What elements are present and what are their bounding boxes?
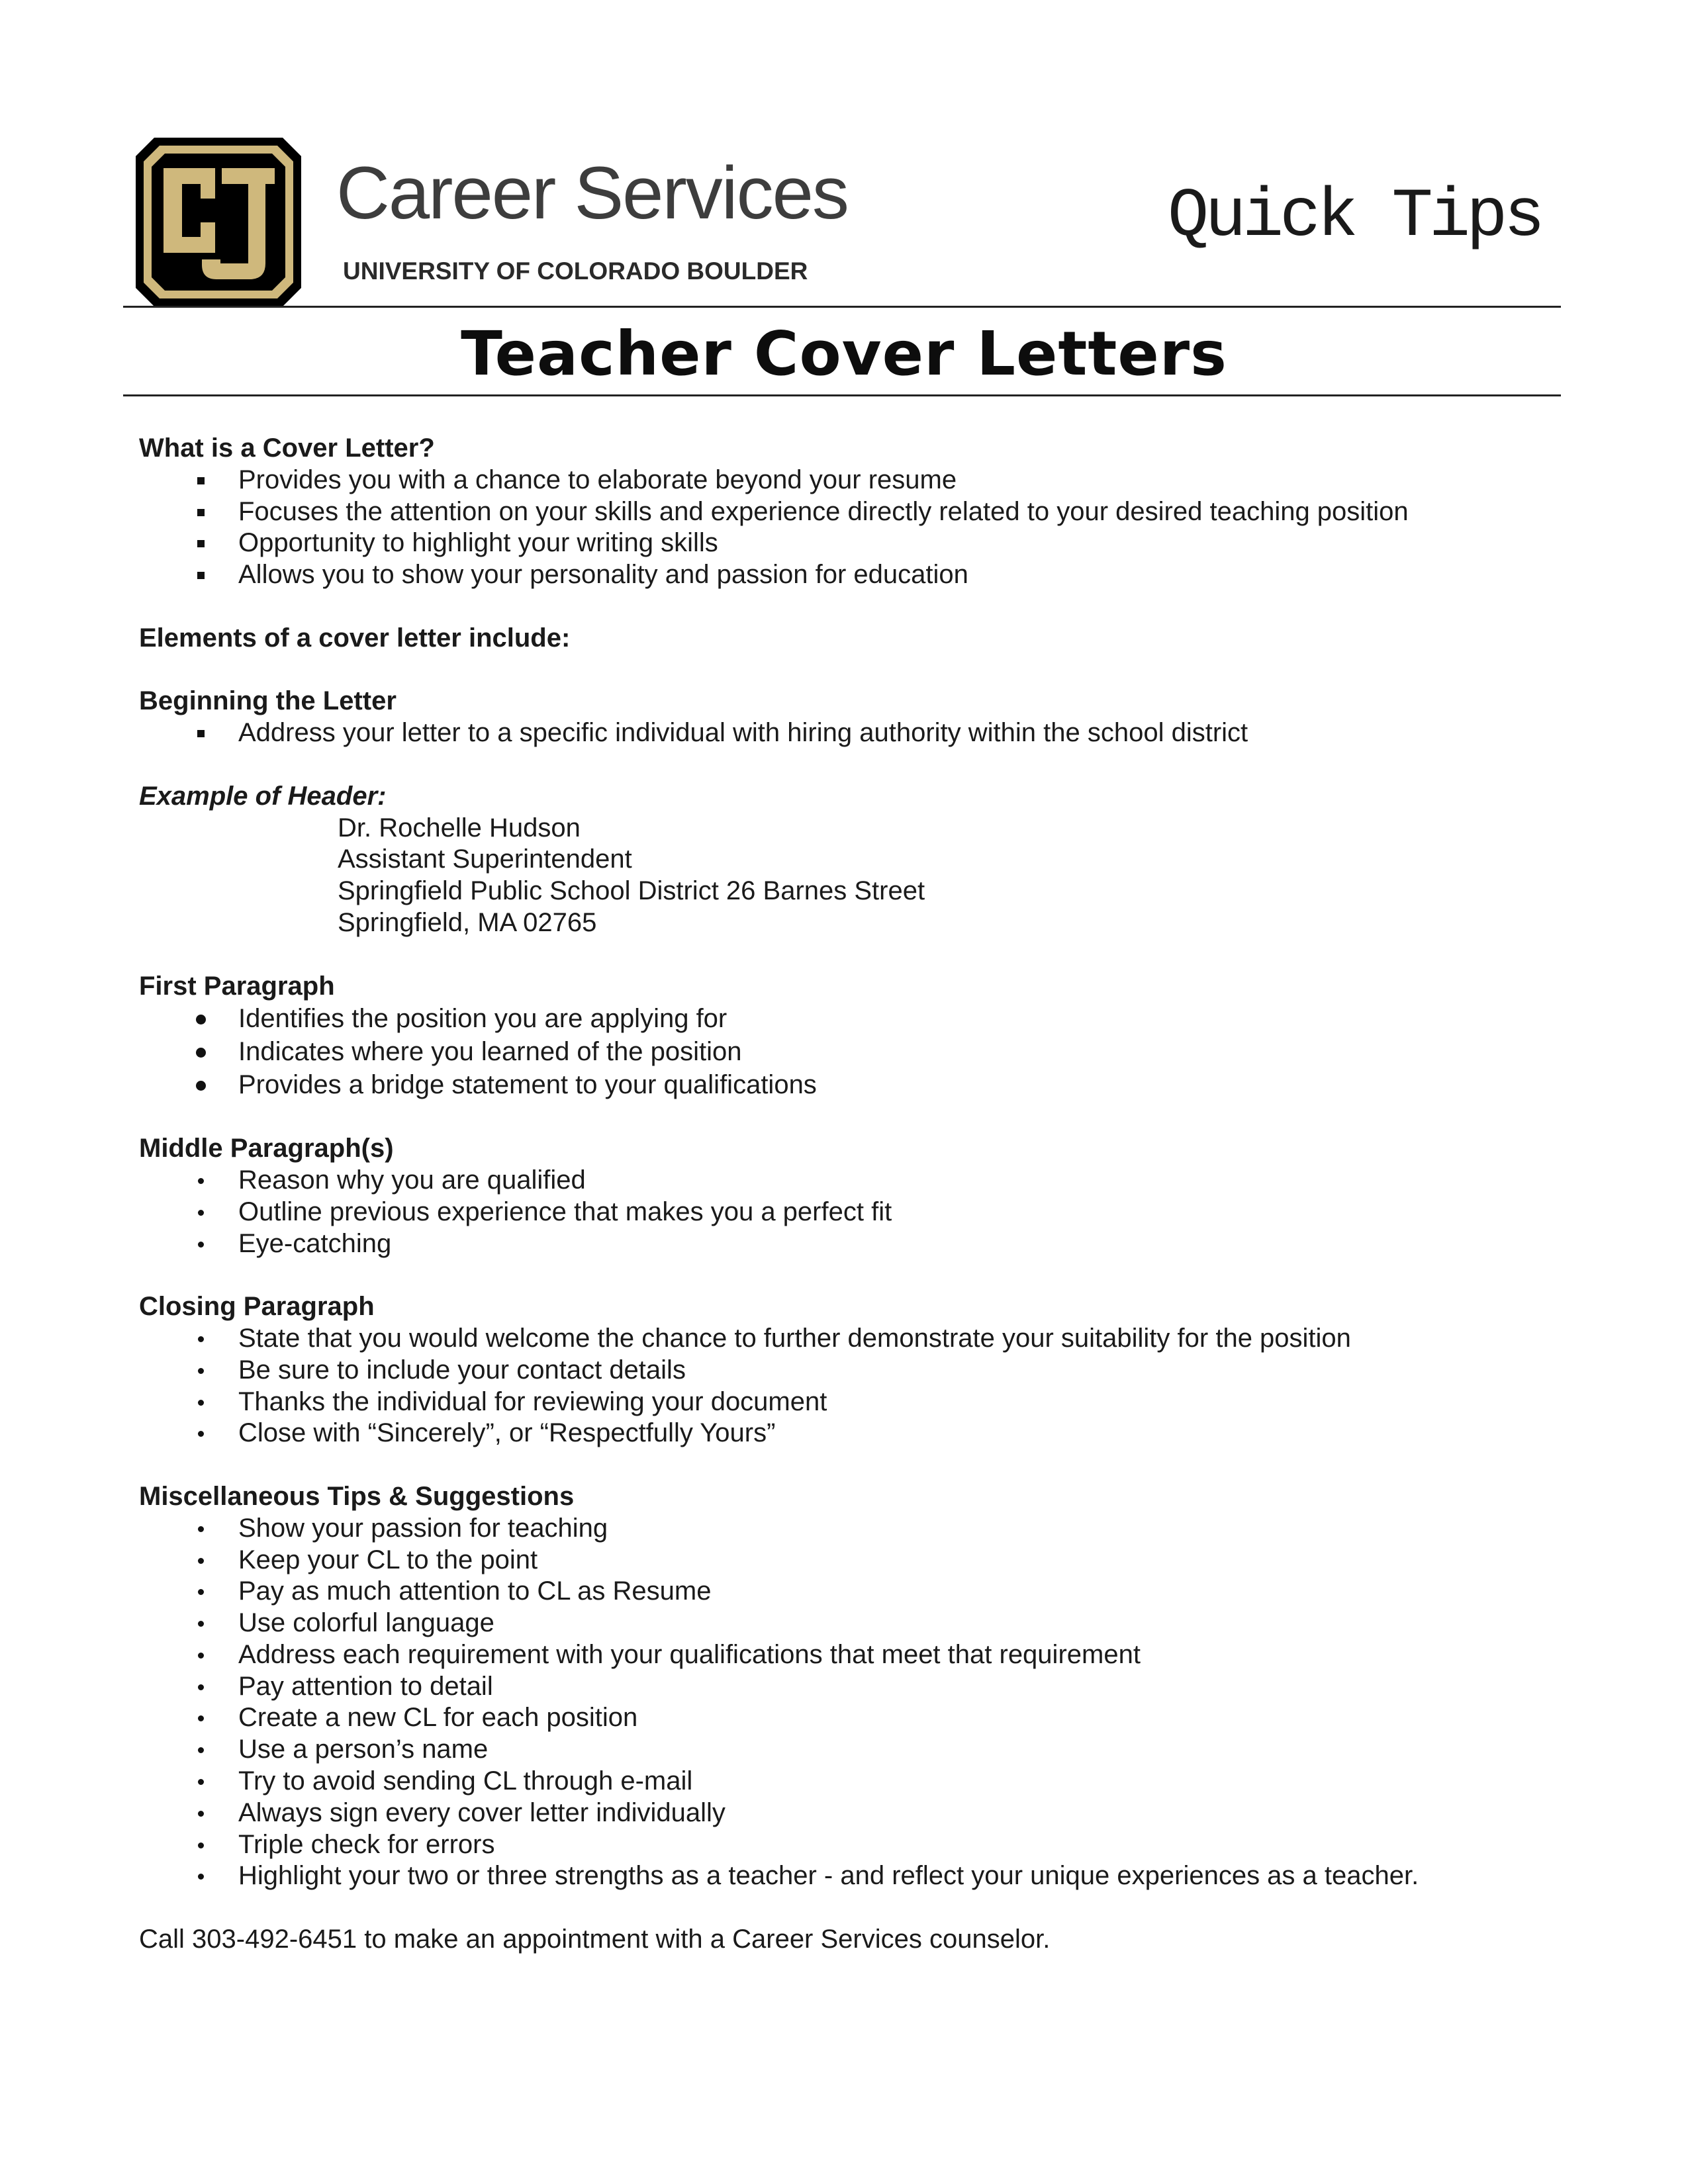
- address-line: Springfield, MA 02765: [338, 907, 597, 937]
- bullet-icon: [198, 1558, 204, 1564]
- middle-list: [139, 1165, 1562, 1259]
- list-item: Reason why you are qualified: [139, 1165, 1562, 1197]
- square-bullet-icon: [197, 730, 205, 737]
- list-item: State that you would welcome the chance to further demonstrate your suitability for the position: [139, 1323, 1562, 1355]
- bullet-icon: [198, 1210, 204, 1216]
- list-item: Outline previous experience that makes you a perfect fit: [139, 1197, 1562, 1228]
- list-item: Use a person’s name: [139, 1734, 1562, 1766]
- page-title: Teacher Cover Letters: [461, 318, 1227, 389]
- title-rule-top: [123, 306, 1561, 308]
- what-is-list: [139, 465, 1562, 591]
- title-rule-bottom: [123, 394, 1561, 396]
- bullet-icon: [198, 1368, 204, 1374]
- bullet-icon: [198, 1336, 204, 1342]
- brand-title: Career Services: [336, 152, 848, 234]
- list-item: Eye-catching: [139, 1228, 1562, 1260]
- bullet-icon: [198, 1400, 204, 1406]
- section-heading-first: First Paragraph: [139, 971, 335, 1001]
- bullet-icon: [198, 1715, 204, 1721]
- list-item: Provides a bridge statement to your qualifications: [139, 1068, 1562, 1101]
- bullet-icon: [196, 1048, 206, 1058]
- address-line: Dr. Rochelle Hudson: [338, 813, 581, 842]
- closing-list: [139, 1323, 1562, 1449]
- list-item: Always sign every cover letter individually: [139, 1797, 1562, 1829]
- address-line: Assistant Superintendent: [338, 844, 632, 874]
- bullet-icon: [198, 1747, 204, 1753]
- list-item: Pay attention to detail: [139, 1671, 1562, 1703]
- square-bullet-icon: [197, 572, 205, 579]
- cu-logo-icon: [136, 138, 301, 306]
- bullet-icon: [198, 1526, 204, 1532]
- list-item: Show your passion for teaching: [139, 1513, 1562, 1545]
- list-item: Be sure to include your contact details: [139, 1355, 1562, 1387]
- section-heading-misc: Miscellaneous Tips & Suggestions: [139, 1481, 575, 1511]
- bullet-icon: [198, 1779, 204, 1785]
- square-bullet-icon: [197, 477, 205, 484]
- list-item: Address your letter to a specific individual with hiring authority within the school district: [139, 717, 1562, 749]
- section-heading-what-is: What is a Cover Letter?: [139, 433, 435, 463]
- section-heading-middle: Middle Paragraph(s): [139, 1134, 394, 1163]
- section-heading-example: Example of Header:: [139, 781, 387, 811]
- first-list: [139, 1002, 1562, 1101]
- quick-tips-badge: Quick Tips: [1167, 178, 1541, 256]
- address-line: Springfield Public School District 26 Barnes Street: [338, 876, 925, 906]
- list-item: Focuses the attention on your skills and experience directly related to your desired teaching position: [139, 496, 1562, 528]
- list-item: Pay as much attention to CL as Resume: [139, 1576, 1562, 1608]
- list-item: Provides you with a chance to elaborate beyond your resume: [139, 465, 1562, 496]
- section-heading-elements: Elements of a cover letter include:: [139, 623, 571, 653]
- bullet-icon: [198, 1178, 204, 1184]
- list-item: Identifies the position you are applying for: [139, 1002, 1562, 1035]
- bullet-icon: [196, 1081, 206, 1091]
- bullet-icon: [198, 1653, 204, 1659]
- list-item: Close with “Sincerely”, or “Respectfully Yours”: [139, 1418, 1562, 1449]
- bullet-icon: [198, 1874, 204, 1880]
- list-item: Create a new CL for each position: [139, 1702, 1562, 1734]
- square-bullet-icon: [197, 509, 205, 516]
- list-item: Try to avoid sending CL through e-mail: [139, 1766, 1562, 1797]
- list-item: Address each requirement with your qualifications that meet that requirement: [139, 1639, 1562, 1671]
- bullet-icon: [198, 1242, 204, 1248]
- list-item: Triple check for errors: [139, 1829, 1562, 1861]
- bullet-icon: [198, 1843, 204, 1848]
- list-item: Opportunity to highlight your writing skills: [139, 527, 1562, 559]
- list-item: Allows you to show your personality and passion for education: [139, 559, 1562, 591]
- list-item: Thanks the individual for reviewing your document: [139, 1387, 1562, 1418]
- list-item: Indicates where you learned of the position: [139, 1035, 1562, 1068]
- square-bullet-icon: [197, 540, 205, 547]
- bullet-icon: [198, 1811, 204, 1817]
- bullet-icon: [198, 1589, 204, 1595]
- list-item: Use colorful language: [139, 1608, 1562, 1639]
- footer-call-line: Call 303-492-6451 to make an appointment with a Career Services counselor.: [139, 1925, 1051, 1954]
- section-heading-beginning: Beginning the Letter: [139, 686, 397, 716]
- section-heading-closing: Closing Paragraph: [139, 1292, 375, 1322]
- bullet-icon: [198, 1684, 204, 1690]
- misc-list: [139, 1513, 1562, 1893]
- bullet-icon: [198, 1621, 204, 1627]
- bullet-icon: [198, 1431, 204, 1437]
- bullet-icon: [196, 1015, 206, 1024]
- list-item: Keep your CL to the point: [139, 1545, 1562, 1576]
- example-address: [139, 813, 1562, 939]
- beginning-list: [139, 717, 1562, 749]
- brand-subtitle: UNIVERSITY OF COLORADO BOULDER: [343, 257, 808, 285]
- document-body: [139, 433, 1562, 1956]
- list-item: Highlight your two or three strengths as a teacher - and reflect your unique experiences as a teacher.: [139, 1860, 1562, 1892]
